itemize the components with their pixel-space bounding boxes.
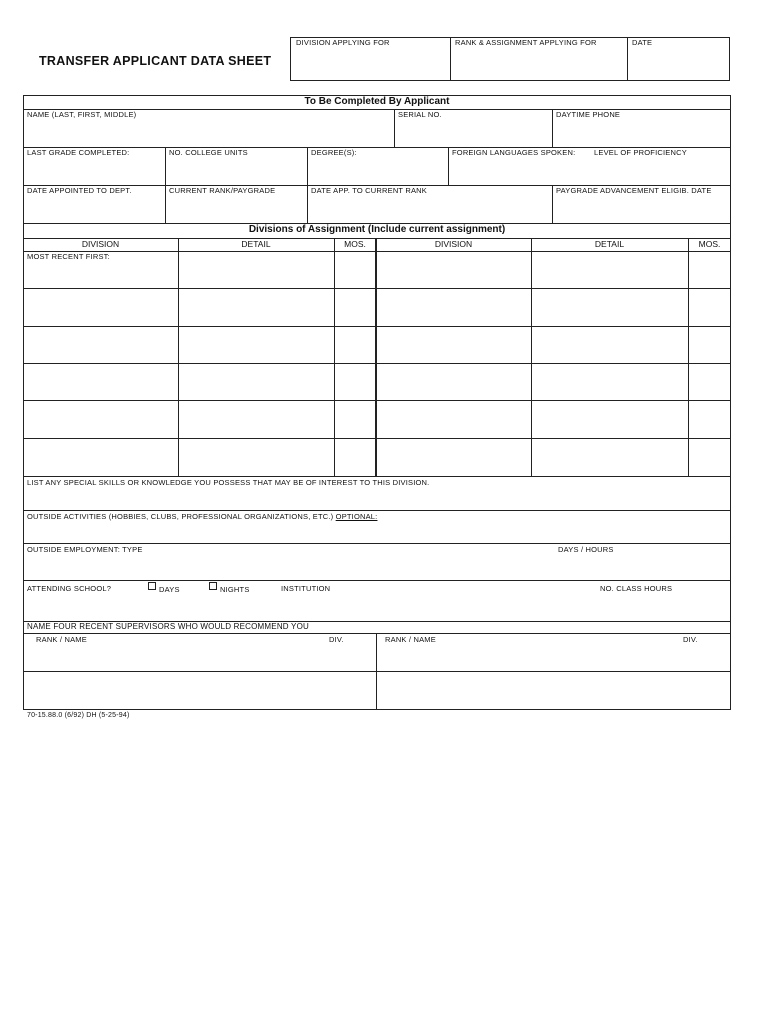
date-app-rank-label: DATE APP. TO CURRENT RANK	[311, 186, 428, 195]
paygrade-adv-field[interactable]	[554, 197, 728, 221]
form-number: 70-15.88.0 (6/92) DH (5-25-94)	[27, 712, 130, 719]
date-label: DATE	[632, 38, 653, 47]
days-hours-field[interactable]	[556, 556, 729, 578]
employment-type-field[interactable]	[25, 556, 550, 578]
divider	[23, 251, 731, 252]
divider	[307, 147, 308, 185]
last-grade-field[interactable]	[25, 159, 163, 183]
outside-activities-field[interactable]	[25, 523, 729, 542]
divider	[448, 147, 449, 185]
rank-assignment-field[interactable]	[452, 50, 625, 79]
institution-field[interactable]	[279, 595, 579, 619]
nights-label: NIGHTS	[220, 585, 250, 594]
class-hours-field[interactable]	[598, 595, 729, 619]
divider	[23, 363, 731, 364]
institution-label: INSTITUTION	[281, 584, 331, 593]
optional-label: OPTIONAL:	[335, 512, 378, 521]
divider	[23, 510, 731, 511]
division-cell[interactable]	[378, 253, 529, 287]
days-hours-label: DAYS / HOURS	[558, 545, 614, 554]
college-units-label: NO. COLLEGE UNITS	[169, 148, 248, 157]
phone-field[interactable]	[554, 121, 728, 145]
divider	[23, 438, 731, 439]
divider	[450, 37, 451, 81]
divider	[375, 238, 377, 476]
supervisor-rank-name-label: RANK / NAME	[36, 635, 87, 644]
divider	[23, 543, 731, 544]
divider	[688, 238, 689, 476]
divider	[23, 238, 731, 239]
proficiency-label: LEVEL OF PROFICIENCY	[594, 148, 687, 157]
supervisor-field[interactable]	[378, 673, 729, 708]
name-field[interactable]	[25, 121, 392, 145]
degrees-field[interactable]	[309, 159, 446, 183]
divider	[531, 238, 532, 476]
divider	[552, 185, 553, 223]
col-mos-left: MOS.	[344, 239, 366, 249]
supervisor-field[interactable]	[25, 646, 374, 670]
divider	[23, 633, 731, 634]
outside-activities-label	[27, 513, 377, 521]
detail-cell[interactable]	[533, 253, 686, 287]
paygrade-adv-label: PAYGRADE ADVANCEMENT ELIGIB. DATE	[556, 186, 712, 195]
degrees-label: DEGREE(S):	[311, 148, 357, 157]
outside-employment-label: OUTSIDE EMPLOYMENT: TYPE	[27, 545, 143, 554]
supervisor-div-label: DIV.	[329, 635, 344, 644]
date-appointed-label: DATE APPOINTED TO DEPT.	[27, 186, 132, 195]
divider	[165, 147, 166, 185]
supervisor-field[interactable]	[25, 673, 374, 708]
divider	[23, 671, 731, 672]
date-app-rank-field[interactable]	[309, 197, 550, 221]
divider	[23, 400, 731, 401]
divisions-section-header: Divisions of Assignment (Include current assignment)	[248, 224, 506, 235]
outside-activities-text: OUTSIDE ACTIVITIES (HOBBIES, CLUBS, PROFESSIONAL ORGANIZATIONS, ETC.)	[27, 512, 334, 521]
supervisor-div-label: DIV.	[683, 635, 698, 644]
supervisor-rank-name-label: RANK / NAME	[385, 635, 436, 644]
nights-checkbox[interactable]	[209, 582, 217, 590]
serial-field[interactable]	[396, 121, 550, 145]
phone-label: DAYTIME PHONE	[556, 110, 621, 119]
current-rank-field[interactable]	[167, 197, 305, 221]
detail-cell[interactable]	[180, 253, 332, 287]
special-skills-field[interactable]	[25, 489, 729, 509]
special-skills-label: LIST ANY SPECIAL SKILLS OR KNOWLEDGE YOU POSSESS THAT MAY BE OF INTEREST TO THIS DIVISION.	[27, 478, 430, 487]
divider	[165, 185, 166, 223]
applicant-section-header: To Be Completed By Applicant	[304, 96, 450, 107]
languages-field[interactable]	[450, 159, 728, 183]
mos-cell[interactable]	[336, 253, 374, 287]
languages-label: FOREIGN LANGUAGES SPOKEN:	[452, 148, 576, 157]
most-recent-label: MOST RECENT FIRST:	[27, 253, 110, 259]
col-division-left: DIVISION	[81, 239, 120, 249]
class-hours-label: NO. CLASS HOURS	[600, 584, 673, 593]
date-appointed-field[interactable]	[25, 197, 163, 221]
divider	[23, 580, 731, 581]
col-division-right: DIVISION	[434, 239, 473, 249]
supervisor-field[interactable]	[378, 646, 729, 670]
col-detail-left: DETAIL	[241, 239, 271, 249]
col-detail-right: DETAIL	[594, 239, 625, 249]
division-applying-field[interactable]	[292, 50, 448, 79]
supervisors-header: NAME FOUR RECENT SUPERVISORS WHO WOULD RECOMMEND YOU	[27, 622, 309, 631]
rank-assignment-label: RANK & ASSIGNMENT APPLYING FOR	[455, 38, 597, 47]
divider	[23, 326, 731, 327]
days-checkbox[interactable]	[148, 582, 156, 590]
division-cell[interactable]	[25, 260, 176, 287]
divider	[394, 109, 395, 147]
col-mos-right: MOS.	[698, 239, 721, 249]
divider	[334, 238, 335, 476]
serial-label: SERIAL NO.	[398, 110, 442, 119]
current-rank-label: CURRENT RANK/PAYGRADE	[169, 186, 276, 195]
divider	[178, 238, 179, 476]
college-units-field[interactable]	[167, 159, 305, 183]
mos-cell[interactable]	[690, 253, 729, 287]
division-applying-label: DIVISION APPLYING FOR	[296, 38, 390, 47]
form-title: TRANSFER APPLICANT DATA SHEET	[39, 54, 272, 68]
last-grade-label: LAST GRADE COMPLETED:	[27, 148, 130, 157]
divider	[552, 109, 553, 147]
divider	[23, 288, 731, 289]
name-label: NAME (LAST, FIRST, MIDDLE)	[27, 110, 137, 119]
divider	[627, 37, 628, 81]
divider	[307, 185, 308, 223]
divider	[23, 476, 731, 477]
days-label: DAYS	[159, 585, 180, 594]
date-field[interactable]	[629, 50, 728, 79]
attending-school-label: ATTENDING SCHOOL?	[27, 584, 112, 593]
